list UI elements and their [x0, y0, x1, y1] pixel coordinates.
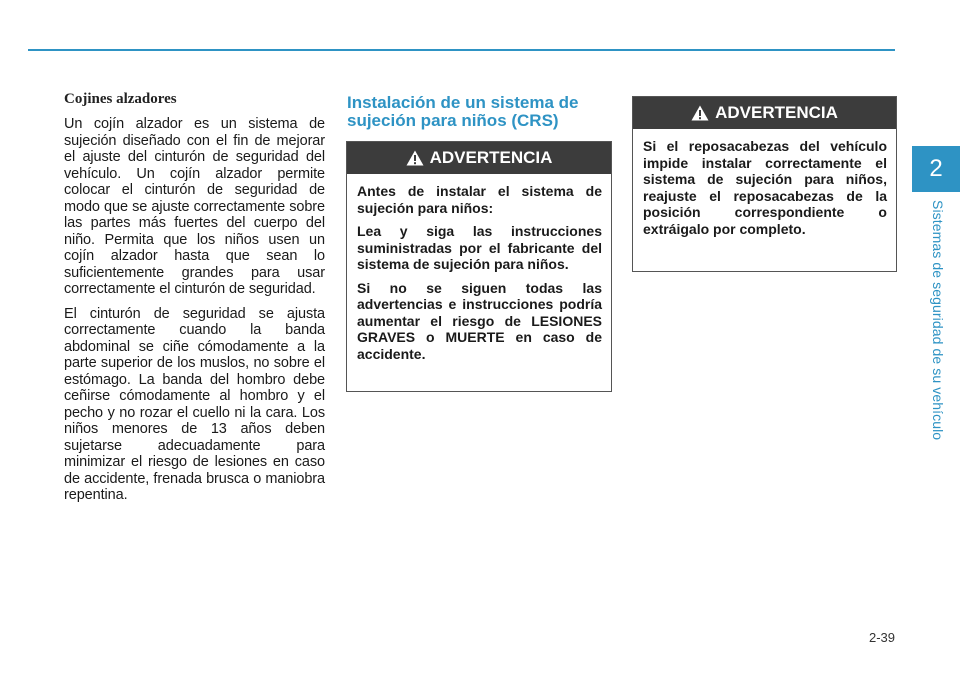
- warning-label: ADVERTENCIA: [429, 148, 553, 167]
- header-rule: [28, 49, 895, 51]
- warning-text: Si no se siguen todas las advertencias e instrucciones podría aumentar el riesgo de LESIONES GRAVES o MUERTE en caso de accidente.: [357, 279, 602, 362]
- chapter-tab: 2: [912, 146, 960, 192]
- booster-paragraph: Un cojín alzador es un sistema de sujeción diseñado con el fin de mejorar el ajuste del cinturón de seguridad del vehículo. Un cojín alzador permite colocar el cinturón de seguridad de modo que se ajuste correctamente sobre las partes más fuertes del cuerpo del niño. Permita que los niños usen un cojín alzador hasta que sean lo suficientemente grandes para usar correctamente el cinturón de seguridad.: [64, 116, 325, 297]
- warning-triangle-icon: [406, 150, 424, 166]
- warning-triangle-icon: [691, 105, 709, 121]
- chapter-title: Sistemas de seguridad de su vehículo: [930, 200, 946, 441]
- warning-body: [347, 174, 611, 372]
- warning-box-headrest: [632, 96, 897, 272]
- booster-heading: Cojines alzadores: [64, 91, 177, 107]
- booster-section: [64, 91, 325, 512]
- warning-label: ADVERTENCIA: [715, 103, 838, 122]
- warning-text: Si el reposacabezas del vehículo impide instalar correctamente el sistema de sujeción para niños, reajuste el reposacabezas de la posición correspondiente o extráigalo por completo.: [643, 138, 887, 237]
- warning-header: [347, 142, 611, 174]
- booster-paragraph: El cinturón de seguridad se ajusta correctamente cuando la banda abdominal se ciñe cómodamente a la parte superior de los muslos, no sobre el estómago. La banda del hombro debe ceñirse cómodamente al hombro y el pecho y no rozar el cuello ni la cara. Los niños menores de 13 años deben sujetarse adecuadamente para minimizar el riesgo de lesiones en caso de accidente, frenada brusca o maniobra repentina.: [64, 305, 325, 503]
- crs-heading: Instalación de un sistema de sujeción para niños (CRS): [347, 93, 579, 130]
- crs-section: [347, 94, 611, 130]
- page-number: 2-39: [868, 630, 895, 645]
- warning-box-install: [346, 141, 612, 392]
- warning-header: [633, 97, 896, 129]
- warning-body: [633, 129, 896, 247]
- warning-text: Antes de instalar el sistema de sujeción para niños:: [357, 183, 602, 216]
- warning-text: Lea y siga las instrucciones suministradas por el fabricante del sistema de sujeción para niños.: [357, 223, 602, 272]
